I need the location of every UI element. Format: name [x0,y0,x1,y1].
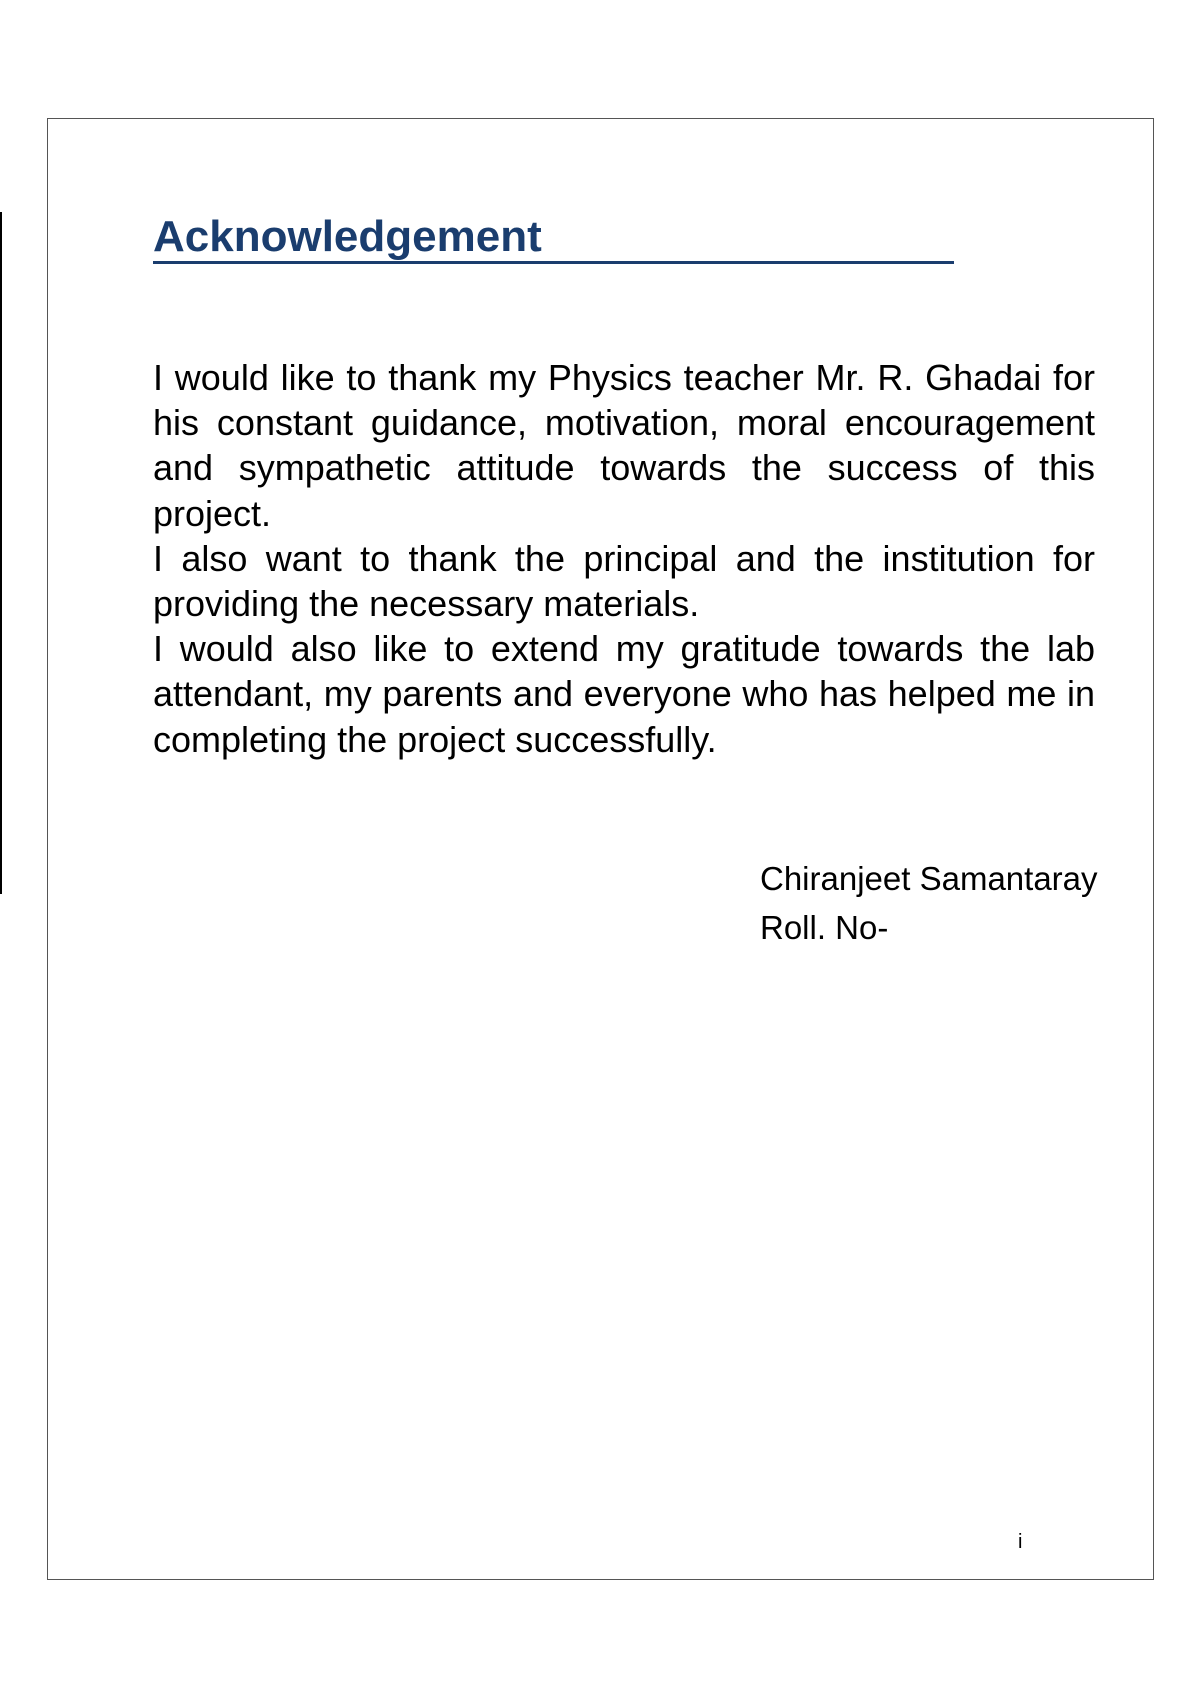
signature-block [760,854,1098,952]
left-margin-line [0,212,2,894]
roll-number: Roll. No- [760,909,889,946]
paragraph-thanks-principal: I also want to thank the principal and the institution for providing the necessary materials. [153,537,1095,625]
acknowledgement-body [153,355,1095,762]
paragraph-thanks-teacher: I would like to thank my Physics teacher Mr. R. Ghadai for his constant guidance, motivation, moral encouragement and sympathetic attitude towards the success of this project. [153,357,1095,534]
page-border [47,118,1154,1580]
heading-underline [153,212,954,264]
page-number: i [1018,1531,1023,1553]
paragraph-thanks-others: I would also like to extend my gratitude towards the lab attendant, my parents and everyone who has helped me in completing the project successfully. [153,628,1095,760]
page-title: Acknowledgement [153,212,542,261]
author-name: Chiranjeet Samantaray [760,860,1098,897]
